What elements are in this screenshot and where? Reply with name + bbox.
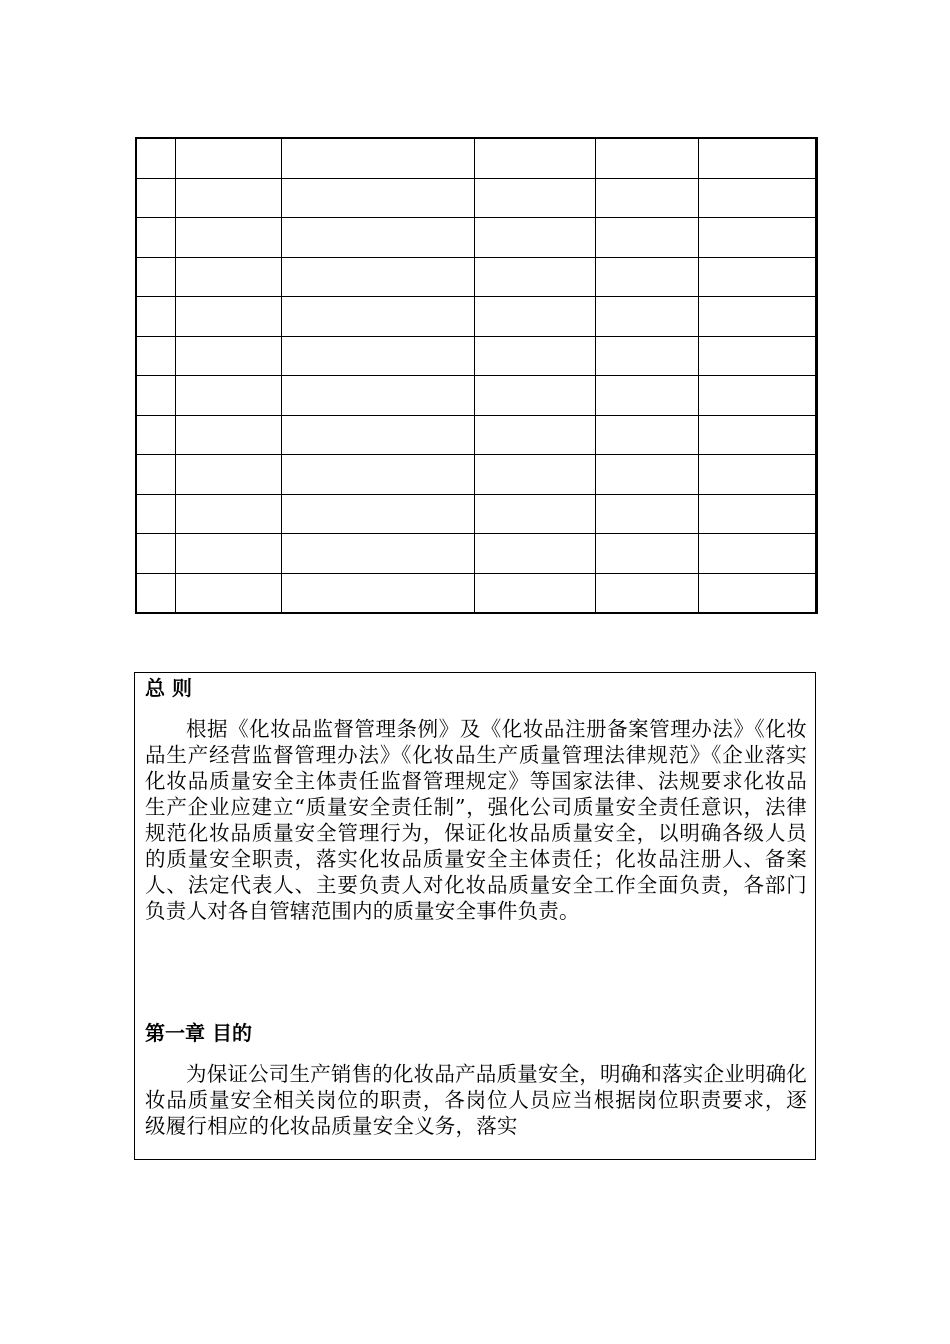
table-cell [474, 534, 595, 574]
table-cell [474, 455, 595, 495]
table-cell [281, 494, 474, 534]
table-cell [281, 297, 474, 337]
table-cell [698, 534, 816, 574]
table-cell [175, 494, 281, 534]
table-cell [595, 336, 698, 376]
table-cell [175, 257, 281, 297]
table-cell [474, 376, 595, 416]
table-cell [281, 573, 474, 613]
table-row [136, 257, 816, 297]
table-cell [698, 336, 816, 376]
chapter-1-paragraph: 为保证公司生产销售的化妆品产品质量安全，明确和落实企业明确化妆品质量安全相关岗位的职责，各岗位人员应当根据岗位职责要求，逐级履行相应的化妆品质量安全义务，落实 [145, 1062, 807, 1138]
table-cell [595, 534, 698, 574]
table-cell [474, 138, 595, 178]
document-content-box [134, 672, 816, 1160]
table-cell [474, 178, 595, 218]
table-row [136, 415, 816, 455]
table-cell [595, 138, 698, 178]
table-row [136, 336, 816, 376]
table-cell [698, 138, 816, 178]
table-cell [281, 218, 474, 258]
table-row [136, 494, 816, 534]
table-row [136, 297, 816, 337]
table-cell [595, 455, 698, 495]
table-cell [175, 218, 281, 258]
table-row [136, 534, 816, 574]
table-cell [136, 573, 175, 613]
table-cell [175, 178, 281, 218]
table-cell [175, 336, 281, 376]
table-cell [136, 415, 175, 455]
table-cell [474, 415, 595, 455]
table-cell [175, 573, 281, 613]
table-cell [698, 455, 816, 495]
table-cell [698, 218, 816, 258]
table-cell [175, 376, 281, 416]
table-cell [281, 138, 474, 178]
table-row [136, 218, 816, 258]
table-cell [136, 257, 175, 297]
table-cell [175, 138, 281, 178]
table-cell [698, 257, 816, 297]
table-cell [595, 218, 698, 258]
table-cell [595, 257, 698, 297]
table-cell [595, 573, 698, 613]
table-row [136, 573, 816, 613]
table-row [136, 455, 816, 495]
table-cell [136, 534, 175, 574]
table-cell [474, 257, 595, 297]
table-cell [175, 297, 281, 337]
general-principles-heading: 总 则 [145, 676, 192, 700]
general-principles-paragraph: 根据《化妆品监督管理条例》及《化妆品注册备案管理办法》《化妆品生产经营监督管理办法》《化妆品生产质量管理法律规范》《企业落实化妆品质量安全主体责任监督管理规定》等国家法律、法规要求化妆品生产企业应建立“质量安全责任制”，强化公司质量安全责任意识，法律规范化妆品质量安全管理行为，保证化妆品质量安全，以明确各级人员的质量安全职责，落实化妆品质量安全主体责任；化妆品注册人、备案人、法定代表人、主要负责人对化妆品质量安全工作全面负责，各部门负责人对各自管辖范围内的质量安全事件负责。 [145, 717, 807, 923]
table-cell [136, 218, 175, 258]
table-cell [281, 257, 474, 297]
table-cell [698, 573, 816, 613]
record-table-body [136, 138, 816, 613]
table-cell [698, 297, 816, 337]
table-cell [474, 573, 595, 613]
table-cell [281, 178, 474, 218]
table-row [136, 138, 816, 178]
table-cell [281, 336, 474, 376]
table-cell [175, 455, 281, 495]
table-cell [136, 178, 175, 218]
table-cell [474, 494, 595, 534]
table-cell [136, 455, 175, 495]
table-cell [698, 494, 816, 534]
table-cell [595, 178, 698, 218]
table-cell [595, 376, 698, 416]
table-cell [175, 415, 281, 455]
record-table [135, 137, 818, 614]
table-cell [281, 534, 474, 574]
table-row [136, 376, 816, 416]
table-cell [136, 297, 175, 337]
table-cell [474, 336, 595, 376]
table-cell [474, 218, 595, 258]
table-cell [474, 297, 595, 337]
table-cell [698, 415, 816, 455]
table-cell [281, 376, 474, 416]
table-cell [136, 376, 175, 416]
table-cell [281, 455, 474, 495]
table-cell [698, 178, 816, 218]
table-cell [698, 376, 816, 416]
table-cell [595, 297, 698, 337]
table-cell [595, 494, 698, 534]
chapter-1-heading: 第一章 目的 [145, 1021, 252, 1045]
table-cell [595, 415, 698, 455]
table-cell [136, 336, 175, 376]
table-cell [136, 138, 175, 178]
table-cell [136, 494, 175, 534]
table-cell [281, 415, 474, 455]
table-row [136, 178, 816, 218]
table-cell [175, 534, 281, 574]
